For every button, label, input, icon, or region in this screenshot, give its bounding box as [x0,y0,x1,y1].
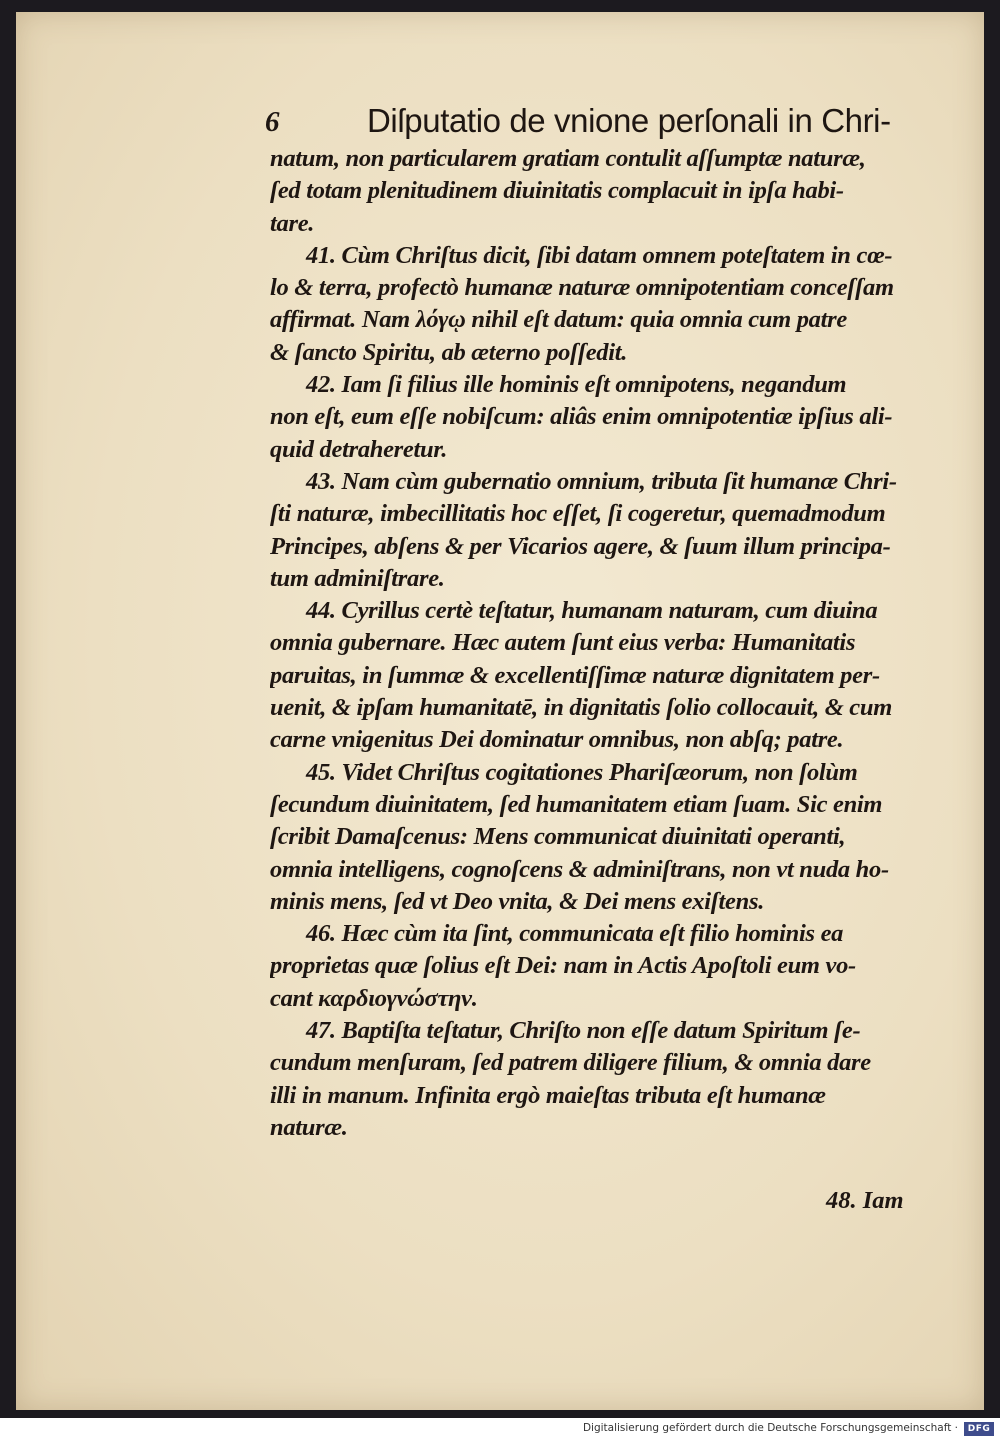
text-line: omnia intelligens, cognoſcens & adminiſtrans, non vt nuda ho- [270,855,889,883]
text-line: minis mens, ſed vt Deo vnita, & Dei mens exiſtens. [270,887,765,915]
text-line: natum, non particularem gratiam contulit aſſumptæ naturæ, [270,145,866,172]
text-line: proprietas quæ ſolius eſt Dei: nam in Actis Apoſtoli eum vo- [270,952,856,980]
text-line: affirmat. Nam λόγῳ nihil eſt datum: quia omnia cum patre [270,306,847,334]
text-line: 42. Iam ſi filius ille hominis eſt omnipotens, negandum [306,371,847,399]
text-line: lo & terra, profectò humanæ naturæ omnipotentiam conceſſam [270,274,894,302]
text-line: ſcribit Damaſcenus: Mens communicat diuinitati operanti, [270,823,846,851]
text-line: cant καρδιογνώστην. [270,984,478,1012]
text-line: cundum menſuram, ſed patrem diligere filium, & omnia dare [270,1049,871,1077]
dfg-logo: DFG [964,1422,994,1436]
text-line: carne vnigenitus Dei dominatur omnibus, non abſq; patre. [270,726,844,754]
text-line: tare. [270,209,315,237]
text-line: ſed totam plenitudinem diuinitatis complacuit in ipſa habi- [270,177,844,205]
text-line: 44. Cyrillus certè teſtatur, humanam naturam, cum diuina [306,597,878,625]
text-line: omnia gubernare. Hæc autem ſunt eius verba: Humanitatis [270,629,856,657]
text-line: illi in manum. Infinita ergò maieſtas tributa eſt humanæ [270,1081,826,1109]
text-line: & ſancto Spiritu, ab æterno poſſedit. [270,338,628,366]
text-line: ſti naturæ, imbecillitatis hoc eſſet, ſi cogeretur, quemadmodum [270,500,886,528]
text-line: 43. Nam cùm gubernatio omnium, tributa ſit humanæ Chri- [306,467,897,495]
text-line: paruitas, in ſummæ & excellentiſſimæ naturæ dignitatem per- [270,661,880,689]
page-header [265,102,891,142]
text-line: 45. Videt Chriſtus cogitationes Phariſæorum, non ſolùm [306,758,858,786]
text-line: 47. Baptiſta teſtatur, Chriſto non eſſe datum Spiritum ſe- [306,1017,861,1045]
funding-credit: Digitalisierung gefördert durch die Deutsche Forschungsgemeinschaft · [582,1422,958,1434]
catchword: 48. Iam [826,1187,904,1214]
text-line: 46. Hæc cùm ita ſint, communicata eſt filio hominis ea [306,920,844,948]
text-line: Principes, abſens & per Vicarios agere, & ſuum illum principa- [270,532,891,560]
page-number: 6 [265,106,280,138]
text-line: uenit, & ipſam humanitatē, in dignitatis ſolio collocauit, & cum [270,694,892,722]
text-line: naturæ. [270,1113,348,1141]
text-line: non eſt, eum eſſe nobiſcum: aliâs enim omnipotentiæ ipſius ali- [270,403,893,431]
text-line: 41. Cùm Chriſtus dicit, ſibi datam omnem poteſtatem in cœ- [306,241,893,269]
footer-bar [0,1418,1000,1441]
body-text [270,143,932,1144]
text-line: tum adminiſtrare. [270,564,445,592]
running-title: Diſputatio de vnione perſonali in Chri- [367,102,891,139]
text-line: ſecundum diuinitatem, ſed humanitatem etiam ſuam. Sic enim [270,790,883,818]
text-line: quid detraheretur. [270,435,448,463]
